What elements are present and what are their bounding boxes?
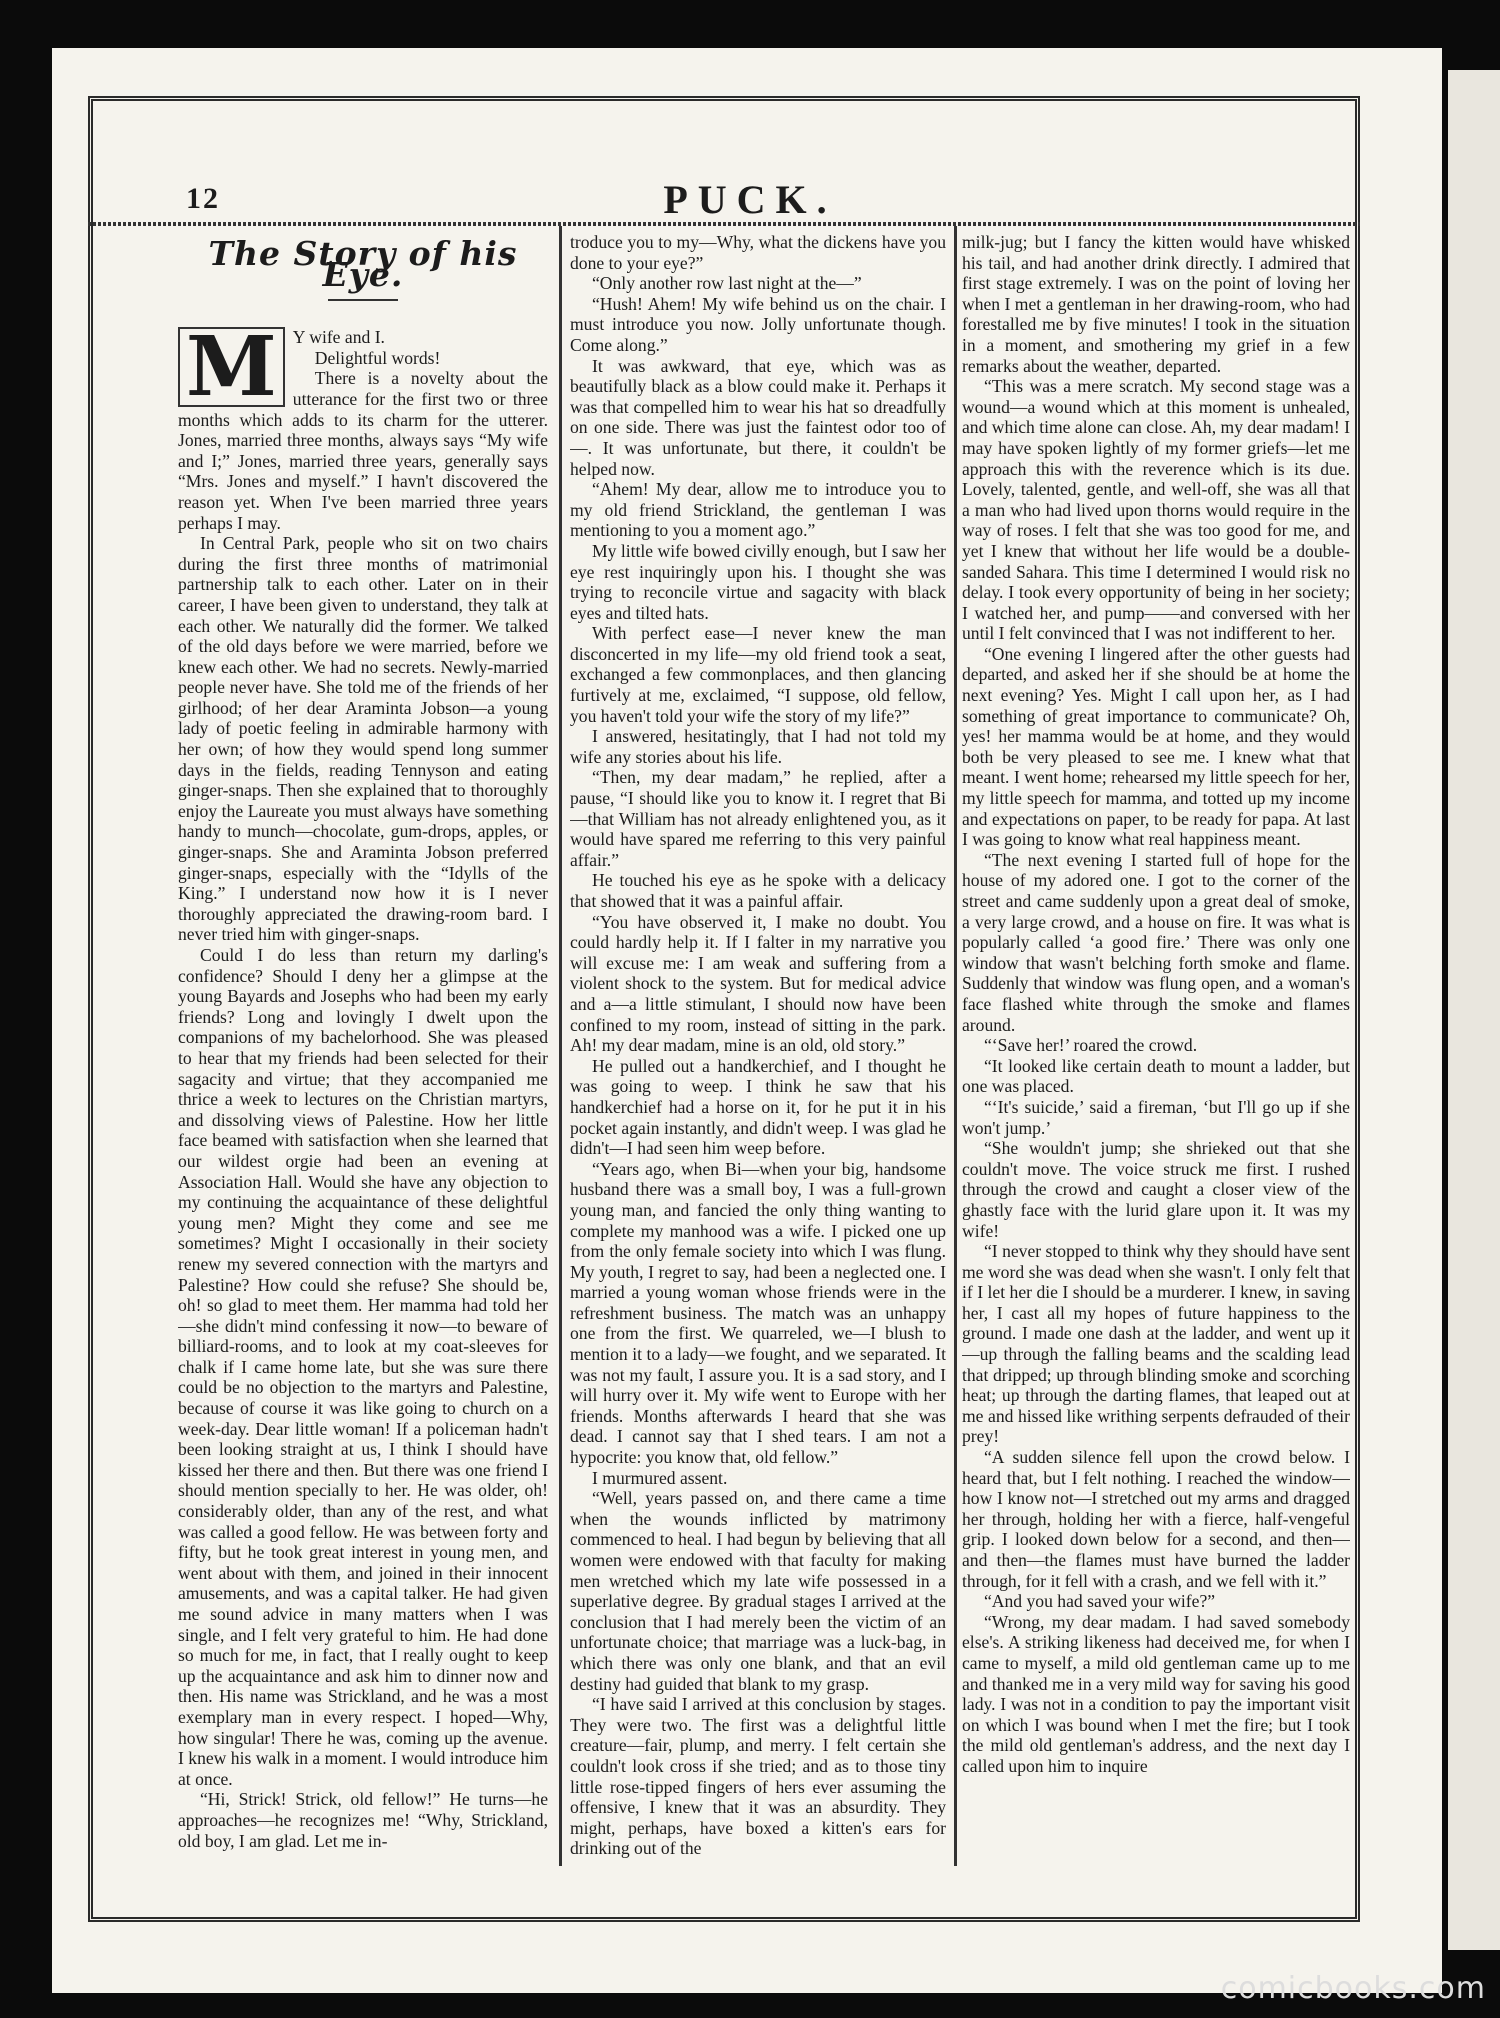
- header-rule: [88, 222, 1360, 226]
- paragraph: He touched his eye as he spoke with a delicacy that showed that it was a painful affair.: [570, 870, 946, 911]
- paragraph: Delightful words!: [314, 347, 441, 368]
- paragraph: “Well, years passed on, and there came a time when the wounds inflicted by matrimony commenced to heal. I had begun by believing that all women were endowed with that faculty for making men wretched which my late wife possessed in a superlative degree. By gradual stages I arrived at the conclusion that I had merely been the victim of an unfortunate choice; that marriage was a luck-bag, in which there was only one blank, and that an evil destiny had guided that blank to my grasp.: [570, 1488, 946, 1694]
- paragraph: “She wouldn't jump; she shrieked out that she couldn't move. The voice struck me first. I rushed through the crowd and caught a closer view of the ghastly face with the lurid glare upon it. It was my wife!: [962, 1138, 1350, 1241]
- paragraph: In Central Park, people who sit on two chairs during the first three months of matrimonial partnership talk to each other. Later on in their career, I have been given to understand, they talk at each other. We naturally did the former. We talked of the old days before we were married, before we knew each other. We had no secrets. Newly-married people never have. She told me of the friends of her girlhood; of her dear Araminta Jobson—a young lady of poetic feeling in admirable harmony with her own; of how they would spend long summer days in the fields, reading Tennyson and eating ginger-snaps. Then she explained that to thoroughly enjoy the Laureate you must always have something handy to munch—chocolate, gum-drops, apples, or ginger-snaps. She and Araminta Jobson preferred ginger-snaps, especially with the “Idylls of the King.” I understand now how it is I never thoroughly appreciated the drawing-room bard. I never tried him with ginger-snaps.: [178, 533, 548, 945]
- paragraph: “Only another row last night at the—”: [592, 273, 862, 294]
- paragraph: With perfect ease—I never knew the man disconcerted in my life—my old friend took a seat, exchanged a few commonplaces, and then glancing furtively at me, exclaimed, “I suppose, old fellow, you haven't told your wife the story of my life?”: [570, 623, 946, 726]
- paragraph: It was awkward, that eye, which was as beautifully black as a blow could make it. Perhaps it was that compelled him to wear his hat so dreadfully on one side. There was just the faintest odor too of—. It was unfortunate, but there, it couldn't be helped now.: [570, 355, 946, 479]
- paragraph: troduce you to my—Why, what the dickens have you done to your eye?”: [570, 232, 946, 273]
- paragraph: “Years ago, when Bi—when your big, handsome husband there was a small boy, I was a full-grown young man, and fancied the only thing wanting to complete my manhood was a wife. I picked one up from the only female society into which I was flung. My youth, I regret to say, had been a neglected one. I married a young woman whose friends were in the refreshment business. The match was an unhappy one from the first. We quarreled, we—I blush to mention it to a lady—we fought, and we separated. It was not my fault, I assure you. It is a sad story, and I will hurry over it. My wife went to Europe with her friends. Months afterwards I heard that she was dead. I cannot say that I shed tears. I am not a hypocrite: you know that, old fellow.”: [570, 1158, 946, 1468]
- paragraph: Could I do less than return my darling's confidence? Should I deny her a glimpse at the young Bayards and Josephs who had been my early friends? Long and lovingly I dwelt upon the companions of my bachelorhood. She was pleased to hear that my friends had been selected for their sagacity and virtue; that they accompanied me thrice a week to lectures on the Christian martyrs, and dissolving views of Palestine. How her little face beamed with satisfaction when she learned that our wildest orgie had been an evening at Association Hall. Would she have any objection to my continuing the acquaintance of these delightful young men? Might they come and see me sometimes? Might I occasionally in their society renew my severed connection with the martyrs and Palestine? How could she refuse? She should be, oh! so glad to meet them. Her mamma had told her—she didn't mind confessing it now—to beware of billiard-rooms, and to look at my coat-sleeves for chalk if I came home late, but she was sure there could be no objection to the martyrs and Palestine, because of course it was like going to church on a week-day. Dear little woman! If a policeman hadn't been looking straight at us, I think I should have kissed her there and then. But there was one friend I should mention specially to her. He was older, oh! considerably older, than any of the rest, and what was called a good fellow. He was between forty and fifty, but he took great interest in young men, and went about with them, and joined in their innocent amusements, and was a capital talker. He had given me sound advice in many matters when I was single, and I felt very grateful to him. He had done so much for me, in fact, that I really ought to keep up the acquaintance and ask him to dinner now and then. His name was Strickland, and he was a most exemplary man in every respect. I hoped—Why, how singular! There he was, coming up the avenue. I knew his walk in a moment. I would introduce him at once.: [178, 945, 548, 1789]
- paragraph: “A sudden silence fell upon the crowd below. I heard that, but I felt nothing. I reached the window—how I know not—I stretched out my arms and dragged her through, holding her with a fierce, half-vengeful grip. I looked down below for a second, and then—and then—the flames must have burned the ladder through, for it fell with a crash, and we fell with it.”: [962, 1447, 1350, 1591]
- paragraph: There is a novelty about the utterance for the first two or three months which adds to its charm for the utterer. Jones, married three months, always says “My wife and I;” Jones, married three years, generally says “Mrs. Jones and myself.” I havn't discovered the reason yet. When I've been married three years perhaps I may.: [178, 368, 548, 533]
- story-title: The Story of his Eye.: [208, 234, 518, 294]
- paragraph: My little wife bowed civilly enough, but I saw her eye rest inquiringly upon his. I thought she was trying to reconcile virtue and sagacity with black eyes and tilted hats.: [570, 540, 946, 623]
- paragraph: He pulled out a handkerchief, and I thought he was going to weep. I think he saw that his handkerchief had a horse on it, for he put it in his pocket again instantly, and didn't weep. I was glad he didn't—I had seen him weep before.: [570, 1055, 946, 1159]
- paragraph: “Wrong, my dear madam. I had saved somebody else's. A striking likeness had deceived me, for when I came to myself, a mild old gentleman came up to me and thanked me in a very mild way for saving his good lady. I was not in a condition to pay the important visit on which I was bound when I met the fire; but I took the mild old gentleman's address, and the next day I called upon him to inquire: [962, 1611, 1350, 1776]
- page-number: 12: [186, 182, 220, 215]
- paragraph: Y wife and I.: [292, 327, 385, 348]
- column-3: [962, 232, 1350, 1872]
- paragraph: “Ahem! My dear, allow me to introduce you to my old friend Strickland, the gentleman I was mentioning to you a moment ago.”: [570, 479, 946, 541]
- drop-cap: M: [178, 327, 285, 407]
- paragraph: “It looked like certain death to mount a ladder, but one was placed.: [962, 1055, 1350, 1097]
- paragraph: I murmured assent.: [592, 1467, 728, 1488]
- paragraph: I answered, hesitatingly, that I had not told my wife any stories about his life.: [570, 726, 946, 767]
- paragraph: “‘It's suicide,’ said a fireman, ‘but I'll go up if she won't jump.’: [962, 1096, 1350, 1138]
- paragraph: “The next evening I started full of hope for the house of my adored one. I got to the corner of the street and came suddenly upon a great deal of smoke, a very large crowd, and a house on fire. It was what is popularly called ‘a good fire.’ There was only one window that wasn't belching forth smoke and flame. Suddenly that window was flung open, and a woman's face flashed white through the smoke and flames around.: [962, 849, 1350, 1035]
- column-divider-2: [954, 226, 957, 1866]
- masthead: PUCK.: [663, 177, 837, 222]
- title-rule: [328, 299, 398, 301]
- site-watermark: comicbooks.com: [1220, 1971, 1486, 2006]
- paragraph: “‘Save her!’ roared the crowd.: [984, 1035, 1198, 1056]
- paragraph: milk-jug; but I fancy the kitten would have whisked his tail, and had another drink directly. I admired that first stage extremely. I was on the point of loving her when I met a gentleman in her drawing-room, who had forestalled me by five minutes! I took in the situation in a moment, and smothering my grief in a few remarks about the weather, departed.: [962, 232, 1350, 376]
- column-divider-1: [559, 226, 562, 1866]
- paragraph: “Then, my dear madam,” he replied, after a pause, “I should like you to know it. I regret that Bi—that William has not already enlightened you, as it would have spared me referring to this very painful affair.”: [570, 767, 946, 870]
- paragraph: “One evening I lingered after the other guests had departed, and asked her if she should be at home the next evening? Yes. Might I call upon her, as I had something of great importance to communicate? Oh, yes! her mamma would be at home, and they would both be very pleased to see me. I knew what that meant. I went home; rehearsed my little speech for her, my little speech for mamma, and totted up my income and expectations on paper, to be ready for papa. At last I was going to know what real happiness meant.: [962, 643, 1350, 850]
- paragraph: “And you had saved your wife?”: [984, 1591, 1216, 1612]
- column-2: [570, 232, 946, 1872]
- column-1: [178, 232, 548, 1872]
- paragraph: “I have said I arrived at this conclusion by stages. They were two. The first was a delightful little creature—fair, plump, and merry. I felt certain she couldn't look cross if she tried; and as to those tiny little rose-tipped fingers of hers ever assuming the offensive, I knew that it was an absurdity. They might, perhaps, have boxed a kitten's ears for drinking out of the: [570, 1694, 946, 1859]
- paragraph: “Hi, Strick! Strick, old fellow!” He turns—he approaches—he recognizes me! “Why, Strickland, old boy, I am glad. Let me in-: [178, 1789, 548, 1851]
- paragraph: “I never stopped to think why they should have sent me word she was dead when she wasn't. I only felt that if I let her die I should be a murderer. I knew, in saving her, I cast all my hopes of future happiness to the ground. I made one dash at the ladder, and went up it—up through the falling beams and the scalding lead that dripped; up through blinding smoke and scorching heat; up through the darting flames, that leaped out at me and hissed like writhing serpents defrauded of their prey!: [962, 1241, 1350, 1447]
- next-page-edge: [1448, 70, 1500, 1950]
- paragraph: “This was a mere scratch. My second stage was a wound—a wound which at this moment is unhealed, and which time alone can close. Ah, my dear madam! I may have spoken lightly of my former griefs—let me approach this with the reverence which is its due. Lovely, talented, gentle, and well-off, she was all that a man who had lived upon thorns would require in the way of roses. I felt that she was too good for me, and yet I knew that without her life would be a double-sanded Sahara. This time I determined I would risk no delay. I took every opportunity of being in her society; I watched her, and pump——and conversed with her until I felt convinced that I was not indifferent to her.: [962, 376, 1350, 644]
- paragraph: “Hush! Ahem! My wife behind us on the chair. I must introduce you now. Jolly unfortunate though. Come along.”: [570, 293, 946, 355]
- paragraph: “You have observed it, I make no doubt. You could hardly help it. If I falter in my narrative you will excuse me: I am weak and suffering from a violent shock to the system. But for medical advice and a—a little stimulant, I should now have been confined to my room, instead of sitting in the park. Ah! my dear madam, mine is an old, old story.”: [570, 911, 946, 1056]
